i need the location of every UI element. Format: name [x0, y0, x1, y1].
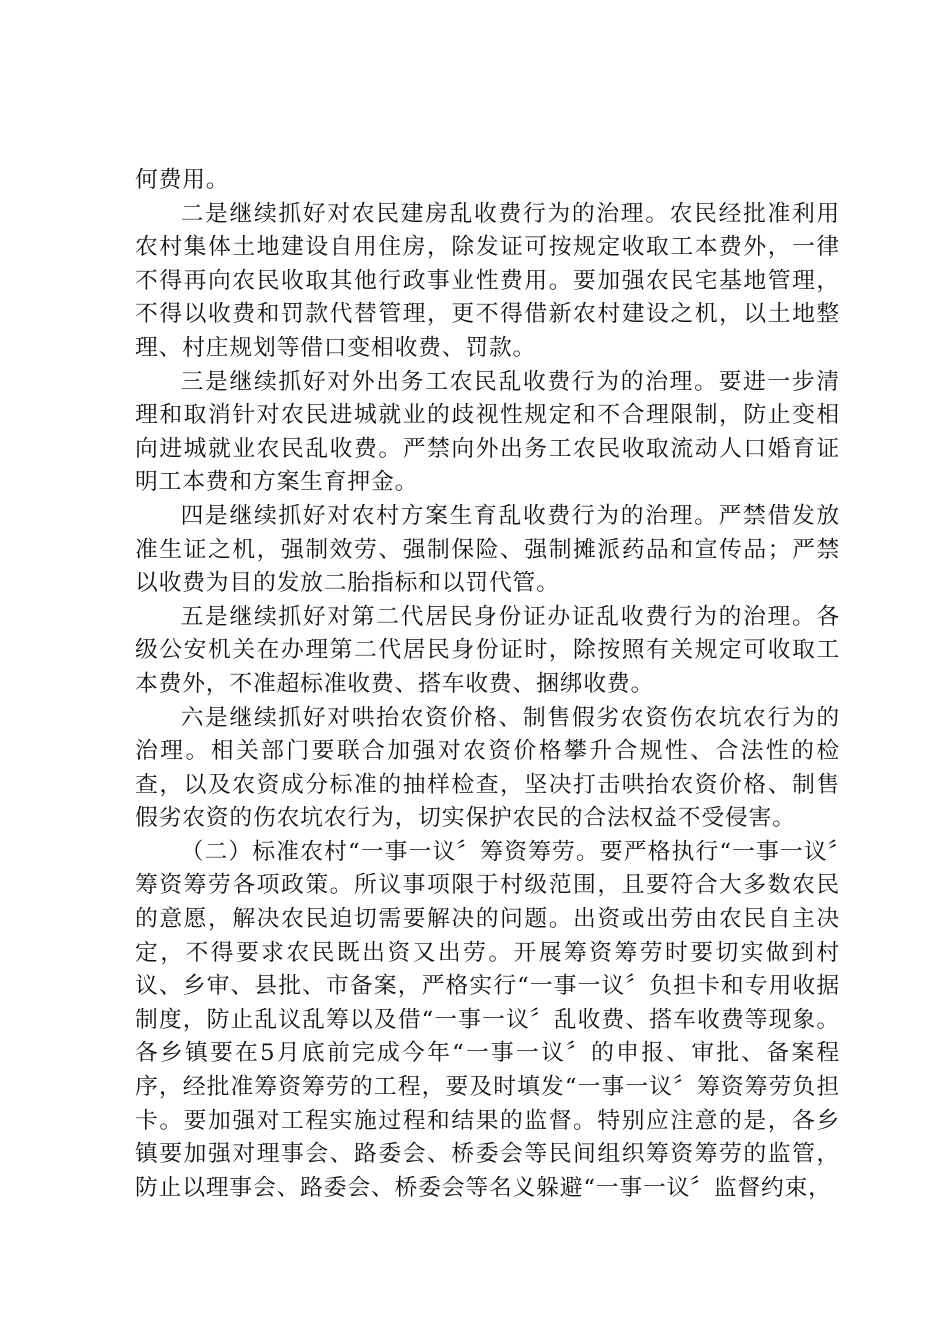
document-page — [135, 164, 840, 1205]
paragraph-item-five: 五是继续抓好对第二代居民身份证办证乱收费行为的治理。各级公安机关在办理第二代居民身份证时，除按照有关规定可收取工本费外，不准超标准收费、搭车收费、捆绑收费。 — [135, 603, 840, 697]
paragraph-section-two: （二）标准农村“一事一议〞筹资筹劳。要严格执行“一事一议〞筹资筹劳各项政策。所议事项限于村级范围，且要符合大多数农民的意愿，解决农民迫切需要解决的问题。出资或出劳由农民自主决定，不得要求农民既出资又出劳。开展筹资筹劳时要切实做到村议、乡审、县批、市备案，严格实行“一事一议〞负担卡和专用收据制度，防止乱议乱筹以及借“一事一议〞乱收费、搭车收费等现象。各乡镇要在5月底前完成今年“一事一议〞的申报、审批、备案程序，经批准筹资筹劳的工程，要及时填发“一事一议〞筹资筹劳负担卡。要加强对工程实施过程和结果的监督。特别应注意的是，各乡镇要加强对理事会、路委会、桥委会等民间组织筹资筹劳的监管，防止以理事会、路委会、桥委会等名义躲避“一事一议〞监督约束， — [135, 838, 840, 1201]
paragraph-continuation: 何费用。 — [135, 167, 230, 193]
paragraph-item-four: 四是继续抓好对农村方案生育乱收费行为的治理。严禁借发放准生证之机，强制效劳、强制保险、强制摊派药品和宣传品；严禁以收费为目的发放二胎指标和以罚代管。 — [135, 502, 840, 597]
paragraph-item-three: 三是继续抓好对外出务工农民乱收费行为的治理。要进一步清理和取消针对农民进城就业的歧视性规定和不合理限制，防止变相向进城就业农民乱收费。严禁向外出务工农民收取流动人口婚育证明工本费和方案生育押金。 — [135, 368, 840, 496]
paragraph-item-six: 六是继续抓好对哄抬农资价格、制售假劣农资伤农坑农行为的治理。相关部门要联合加强对农资价格攀升合规性、合法性的检查，以及农资成分标准的抽样检查，坚决打击哄抬农资价格、制售假劣农资的伤农坑农行为，切实保护农民的合法权益不受侵害。 — [135, 704, 840, 832]
paragraph-item-two: 二是继续抓好对农民建房乱收费行为的治理。农民经批准利用农村集体土地建设自用住房，除发证可按规定收取工本费外，一律不得再向农民收取其他行政事业性费用。要加强农民宅基地管理，不得以收费和罚款代替管理，更不得借新农村建设之机，以土地整理、村庄规划等借口变相收费、罚款。 — [135, 200, 840, 361]
